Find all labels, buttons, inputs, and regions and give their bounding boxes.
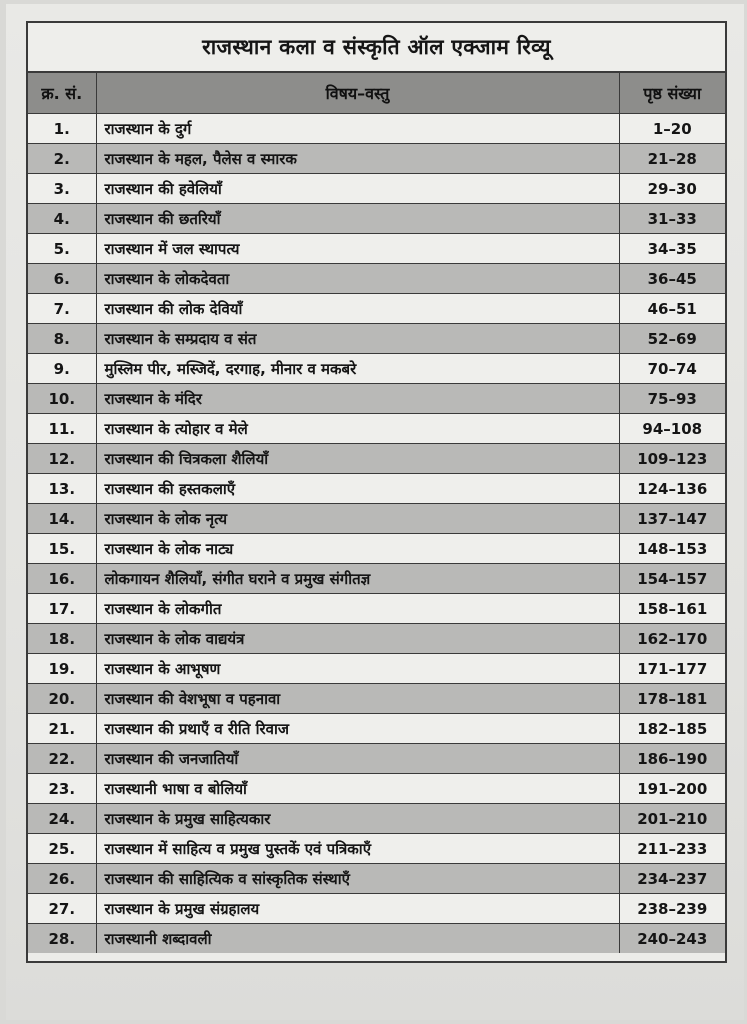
table-row	[28, 684, 725, 714]
table-row	[28, 144, 725, 174]
topic-cell: राजस्थान के त्योहार व मेले	[96, 414, 619, 444]
header-serial-number: क्र. सं.	[28, 73, 96, 114]
page-range-cell: 31–33	[619, 204, 725, 234]
page-range-cell: 178–181	[619, 684, 725, 714]
page-range-cell: 21–28	[619, 144, 725, 174]
serial-number-cell: 8.	[28, 324, 96, 354]
serial-number-cell: 1.	[28, 114, 96, 144]
page-range-cell: 109–123	[619, 444, 725, 474]
serial-number-cell: 3.	[28, 174, 96, 204]
table-row	[28, 264, 725, 294]
topic-cell: राजस्थान के लोकदेवता	[96, 264, 619, 294]
page-range-cell: 52–69	[619, 324, 725, 354]
serial-number-cell: 22.	[28, 744, 96, 774]
page-title: राजस्थान कला व संस्कृति ऑल एक्जाम रिव्यू	[28, 23, 725, 73]
topic-cell: राजस्थान के लोक वाद्ययंत्र	[96, 624, 619, 654]
table-row	[28, 534, 725, 564]
table-row	[28, 174, 725, 204]
serial-number-cell: 12.	[28, 444, 96, 474]
serial-number-cell: 18.	[28, 624, 96, 654]
serial-number-cell: 6.	[28, 264, 96, 294]
table-row	[28, 834, 725, 864]
table-row	[28, 294, 725, 324]
page-range-cell: 124–136	[619, 474, 725, 504]
topic-cell: राजस्थानी शब्दावली	[96, 924, 619, 954]
table-row	[28, 654, 725, 684]
page-range-cell: 211–233	[619, 834, 725, 864]
page-range-cell: 191–200	[619, 774, 725, 804]
serial-number-cell: 19.	[28, 654, 96, 684]
table-header-row	[28, 73, 725, 114]
topic-cell: राजस्थान के सम्प्रदाय व संत	[96, 324, 619, 354]
topic-cell: राजस्थान के लोक नृत्य	[96, 504, 619, 534]
serial-number-cell: 9.	[28, 354, 96, 384]
topic-cell: मुस्लिम पीर, मस्जिदें, दरगाह, मीनार व मकबरे	[96, 354, 619, 384]
serial-number-cell: 5.	[28, 234, 96, 264]
topic-cell: राजस्थान के मंदिर	[96, 384, 619, 414]
page-range-cell: 201–210	[619, 804, 725, 834]
page-range-cell: 186–190	[619, 744, 725, 774]
topic-cell: राजस्थान में जल स्थापत्य	[96, 234, 619, 264]
serial-number-cell: 4.	[28, 204, 96, 234]
topic-cell: राजस्थान की जनजातियाँ	[96, 744, 619, 774]
serial-number-cell: 27.	[28, 894, 96, 924]
page-range-cell: 34–35	[619, 234, 725, 264]
table-row	[28, 744, 725, 774]
page-range-cell: 171–177	[619, 654, 725, 684]
topic-cell: राजस्थान में साहित्य व प्रमुख पुस्तकें एवं पत्रिकाएँ	[96, 834, 619, 864]
serial-number-cell: 15.	[28, 534, 96, 564]
serial-number-cell: 23.	[28, 774, 96, 804]
table-row	[28, 474, 725, 504]
serial-number-cell: 10.	[28, 384, 96, 414]
table-row	[28, 594, 725, 624]
page-range-cell: 148–153	[619, 534, 725, 564]
serial-number-cell: 7.	[28, 294, 96, 324]
contents-table	[28, 73, 725, 953]
page-range-cell: 36–45	[619, 264, 725, 294]
page-range-cell: 240–243	[619, 924, 725, 954]
page-range-cell: 182–185	[619, 714, 725, 744]
serial-number-cell: 2.	[28, 144, 96, 174]
page-range-cell: 238–239	[619, 894, 725, 924]
page-range-cell: 94–108	[619, 414, 725, 444]
topic-cell: राजस्थान के दुर्ग	[96, 114, 619, 144]
page-range-cell: 154–157	[619, 564, 725, 594]
page-range-cell: 162–170	[619, 624, 725, 654]
serial-number-cell: 17.	[28, 594, 96, 624]
topic-cell: राजस्थान की साहित्यिक व सांस्कृतिक संस्थाएँ	[96, 864, 619, 894]
table-row	[28, 354, 725, 384]
table-row	[28, 204, 725, 234]
table-row	[28, 804, 725, 834]
book-page	[6, 4, 744, 1020]
table-row	[28, 864, 725, 894]
topic-cell: राजस्थान के महल, पैलेस व स्मारक	[96, 144, 619, 174]
serial-number-cell: 14.	[28, 504, 96, 534]
topic-cell: राजस्थान के लोकगीत	[96, 594, 619, 624]
table-row	[28, 924, 725, 954]
page-range-cell: 158–161	[619, 594, 725, 624]
serial-number-cell: 13.	[28, 474, 96, 504]
serial-number-cell: 25.	[28, 834, 96, 864]
serial-number-cell: 16.	[28, 564, 96, 594]
topic-cell: राजस्थान के लोक नाट्य	[96, 534, 619, 564]
page-range-cell: 1–20	[619, 114, 725, 144]
topic-cell: राजस्थान की छतरियाँ	[96, 204, 619, 234]
table-row	[28, 324, 725, 354]
topic-cell: राजस्थान की हस्तकलाएँ	[96, 474, 619, 504]
table-row	[28, 234, 725, 264]
topic-cell: राजस्थान की लोक देवियाँ	[96, 294, 619, 324]
page-range-cell: 75–93	[619, 384, 725, 414]
table-row	[28, 714, 725, 744]
table-row	[28, 774, 725, 804]
table-row	[28, 624, 725, 654]
table-row	[28, 894, 725, 924]
page-range-cell: 29–30	[619, 174, 725, 204]
header-topic: विषय–वस्तु	[96, 73, 619, 114]
page-range-cell: 137–147	[619, 504, 725, 534]
serial-number-cell: 20.	[28, 684, 96, 714]
topic-cell: राजस्थान की हवेलियाँ	[96, 174, 619, 204]
serial-number-cell: 28.	[28, 924, 96, 954]
page-range-cell: 46–51	[619, 294, 725, 324]
table-row	[28, 564, 725, 594]
page-range-cell: 70–74	[619, 354, 725, 384]
table-row	[28, 444, 725, 474]
topic-cell: राजस्थान के आभूषण	[96, 654, 619, 684]
topic-cell: राजस्थान की प्रथाएँ व रीति रिवाज	[96, 714, 619, 744]
header-page-number: पृष्ठ संख्या	[619, 73, 725, 114]
serial-number-cell: 26.	[28, 864, 96, 894]
topic-cell: राजस्थानी भाषा व बोलियाँ	[96, 774, 619, 804]
serial-number-cell: 24.	[28, 804, 96, 834]
topic-cell: राजस्थान के प्रमुख संग्रहालय	[96, 894, 619, 924]
topic-cell: राजस्थान के प्रमुख साहित्यकार	[96, 804, 619, 834]
serial-number-cell: 21.	[28, 714, 96, 744]
table-row	[28, 414, 725, 444]
topic-cell: राजस्थान की वेशभूषा व पहनावा	[96, 684, 619, 714]
table-row	[28, 114, 725, 144]
topic-cell: लोकगायन शैलियाँ, संगीत घराने व प्रमुख संगीतज्ञ	[96, 564, 619, 594]
table-body	[28, 114, 725, 954]
contents-table-frame	[26, 21, 727, 963]
table-row	[28, 384, 725, 414]
serial-number-cell: 11.	[28, 414, 96, 444]
topic-cell: राजस्थान की चित्रकला शैलियाँ	[96, 444, 619, 474]
table-row	[28, 504, 725, 534]
page-range-cell: 234–237	[619, 864, 725, 894]
